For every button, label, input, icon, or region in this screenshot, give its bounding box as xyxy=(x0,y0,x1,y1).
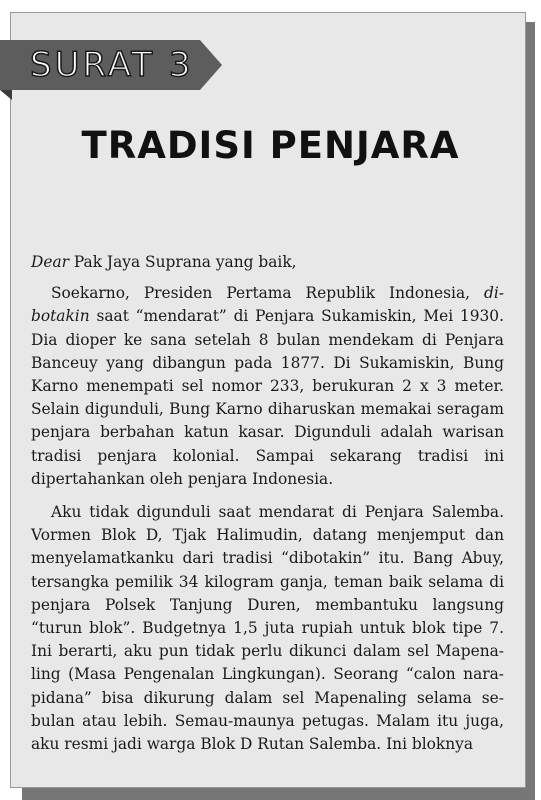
salutation-name: Pak Jaya Suprana yang baik, xyxy=(68,253,297,271)
salutation-dear: Dear xyxy=(31,253,69,271)
chapter-label: SURAT 3 xyxy=(30,45,194,85)
letter-body xyxy=(31,251,504,766)
paragraph-1-rest: saat “mendarat” di Penjara Sukamiskin, Mei 1930. Dia dioper ke sana setelah 8 bulan mendekam di Penjara Banceuy yang dibangun pada 1877. Di Sukamiskin, Bung Karno menempati sel nomor 233, berukuran 2 x 3 meter. Selain digunduli, Bung Karno diharuskan memakai seragam penjara berbahan katun kasar. Digunduli adalah warisan tradisi penjara kolonial. Sampai sekarang tradisi ini dipertahankan oleh penjara Indonesia. xyxy=(31,307,504,488)
paragraph-1-italic: dibotakin xyxy=(31,284,504,326)
paragraph-2: Aku tidak digunduli saat mendarat di Penjara Salemba. Vormen Blok D, Tjak Halimudin, datang menjemput dan menyelamatkanku dari tradisi “dibotakin” itu. Bang Abuy, tersangka pemilik 34 kilogram ganja, teman baik selama di penjara Polsek Tanjung Duren, membantuku langsung “turun blok”. Budgetnya 1,5 juta rupiah untuk blok tipe 7. Ini berarti, aku pun tidak perlu dikunci dalam sel Mapenaling (Masa Pengenalan Lingkungan). Seorang “calon narapidana” bisa dikurung dalam sel Mapenaling selama sebulan atau lebih. Semau-maunya petugas. Malam itu juga, aku resmi jadi warga Blok D Rutan Salemba. Ini bloknya xyxy=(31,503,504,754)
salutation xyxy=(31,251,504,274)
paragraph-1-start: Soekarno, Presiden Pertama Republik Indonesia, xyxy=(51,284,485,303)
paragraph-1 xyxy=(31,282,504,491)
page-title: TRADISI PENJARA xyxy=(81,124,460,167)
